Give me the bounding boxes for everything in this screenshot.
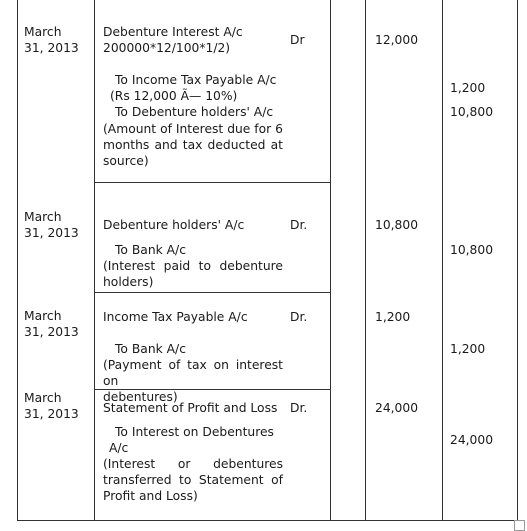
entry-date-day-year: 31, 2013 [24, 226, 79, 240]
narration [103, 357, 283, 405]
row-separator [94, 182, 331, 183]
dr-label: Dr. [290, 401, 308, 415]
narration-line: source) [103, 154, 149, 168]
credit-amount: 24,000 [450, 433, 494, 447]
entry-date-month: March [24, 309, 62, 323]
narration-line: (Amount of Interest due for 6 [103, 122, 283, 136]
narration [103, 121, 283, 169]
credit-account: To Bank A/c [115, 342, 186, 356]
lf-column-rule [365, 0, 366, 521]
narration-line: debentures) [103, 390, 178, 404]
dr-label: Dr. [290, 218, 308, 232]
debit-account: Debenture holders' A/c [103, 218, 245, 232]
entry-date-month: March [24, 210, 62, 224]
table-bottom-border [17, 520, 518, 521]
credit-account: To Income Tax Payable A/c [115, 73, 277, 87]
credit-account: To Bank A/c [115, 243, 186, 257]
credit-account-cont: A/c [109, 441, 129, 455]
narration-line: holders) [103, 275, 154, 289]
credit-amount: 10,800 [450, 105, 494, 119]
dr-label: Dr [290, 33, 305, 47]
entry-date-day-year: 31, 2013 [24, 41, 79, 55]
date-column-rule [94, 0, 95, 521]
particulars-column-rule [330, 0, 331, 521]
debit-column-rule [442, 0, 443, 521]
debit-amount: 1,200 [375, 310, 411, 324]
debit-amount: 12,000 [375, 33, 419, 47]
debit-account: Statement of Profit and Loss [103, 401, 278, 415]
credit-amount: 1,200 [450, 81, 486, 95]
narration [103, 258, 283, 290]
debit-amount: 24,000 [375, 401, 419, 415]
narration-line: (Payment of tax on interest on [103, 358, 283, 388]
entry-date-day-year: 31, 2013 [24, 325, 79, 339]
credit-amount: 1,200 [450, 342, 486, 356]
credit-amount: 10,800 [450, 243, 494, 257]
entry-date-month: March [24, 25, 62, 39]
narration-line: (Interest or debentures [103, 457, 283, 471]
credit-detail: (Rs 12,000 Ã— 10%) [110, 89, 238, 103]
narration-line: Profit and Loss) [103, 489, 198, 503]
entry-date-month: March [24, 391, 62, 405]
narration-line: (Interest paid to debenture [103, 259, 283, 273]
table-left-border [17, 0, 18, 521]
credit-account: To Debenture holders' A/c [115, 105, 274, 119]
narration-line: months and tax deducted at [103, 138, 283, 152]
narration [103, 456, 283, 504]
narration-line: transferred to Statement of [103, 473, 283, 487]
debit-account: Debenture Interest A/c [103, 25, 243, 39]
table-right-border [517, 0, 518, 521]
resize-handle-icon [514, 520, 525, 531]
dr-label: Dr. [290, 310, 308, 324]
credit-account: To Interest on Debentures [115, 425, 274, 439]
debit-amount: 10,800 [375, 218, 419, 232]
entry-date-day-year: 31, 2013 [24, 407, 79, 421]
debit-calculation: 200000*12/100*1/2) [103, 41, 231, 55]
debit-account: Income Tax Payable A/c [103, 310, 248, 324]
row-separator [94, 292, 331, 293]
